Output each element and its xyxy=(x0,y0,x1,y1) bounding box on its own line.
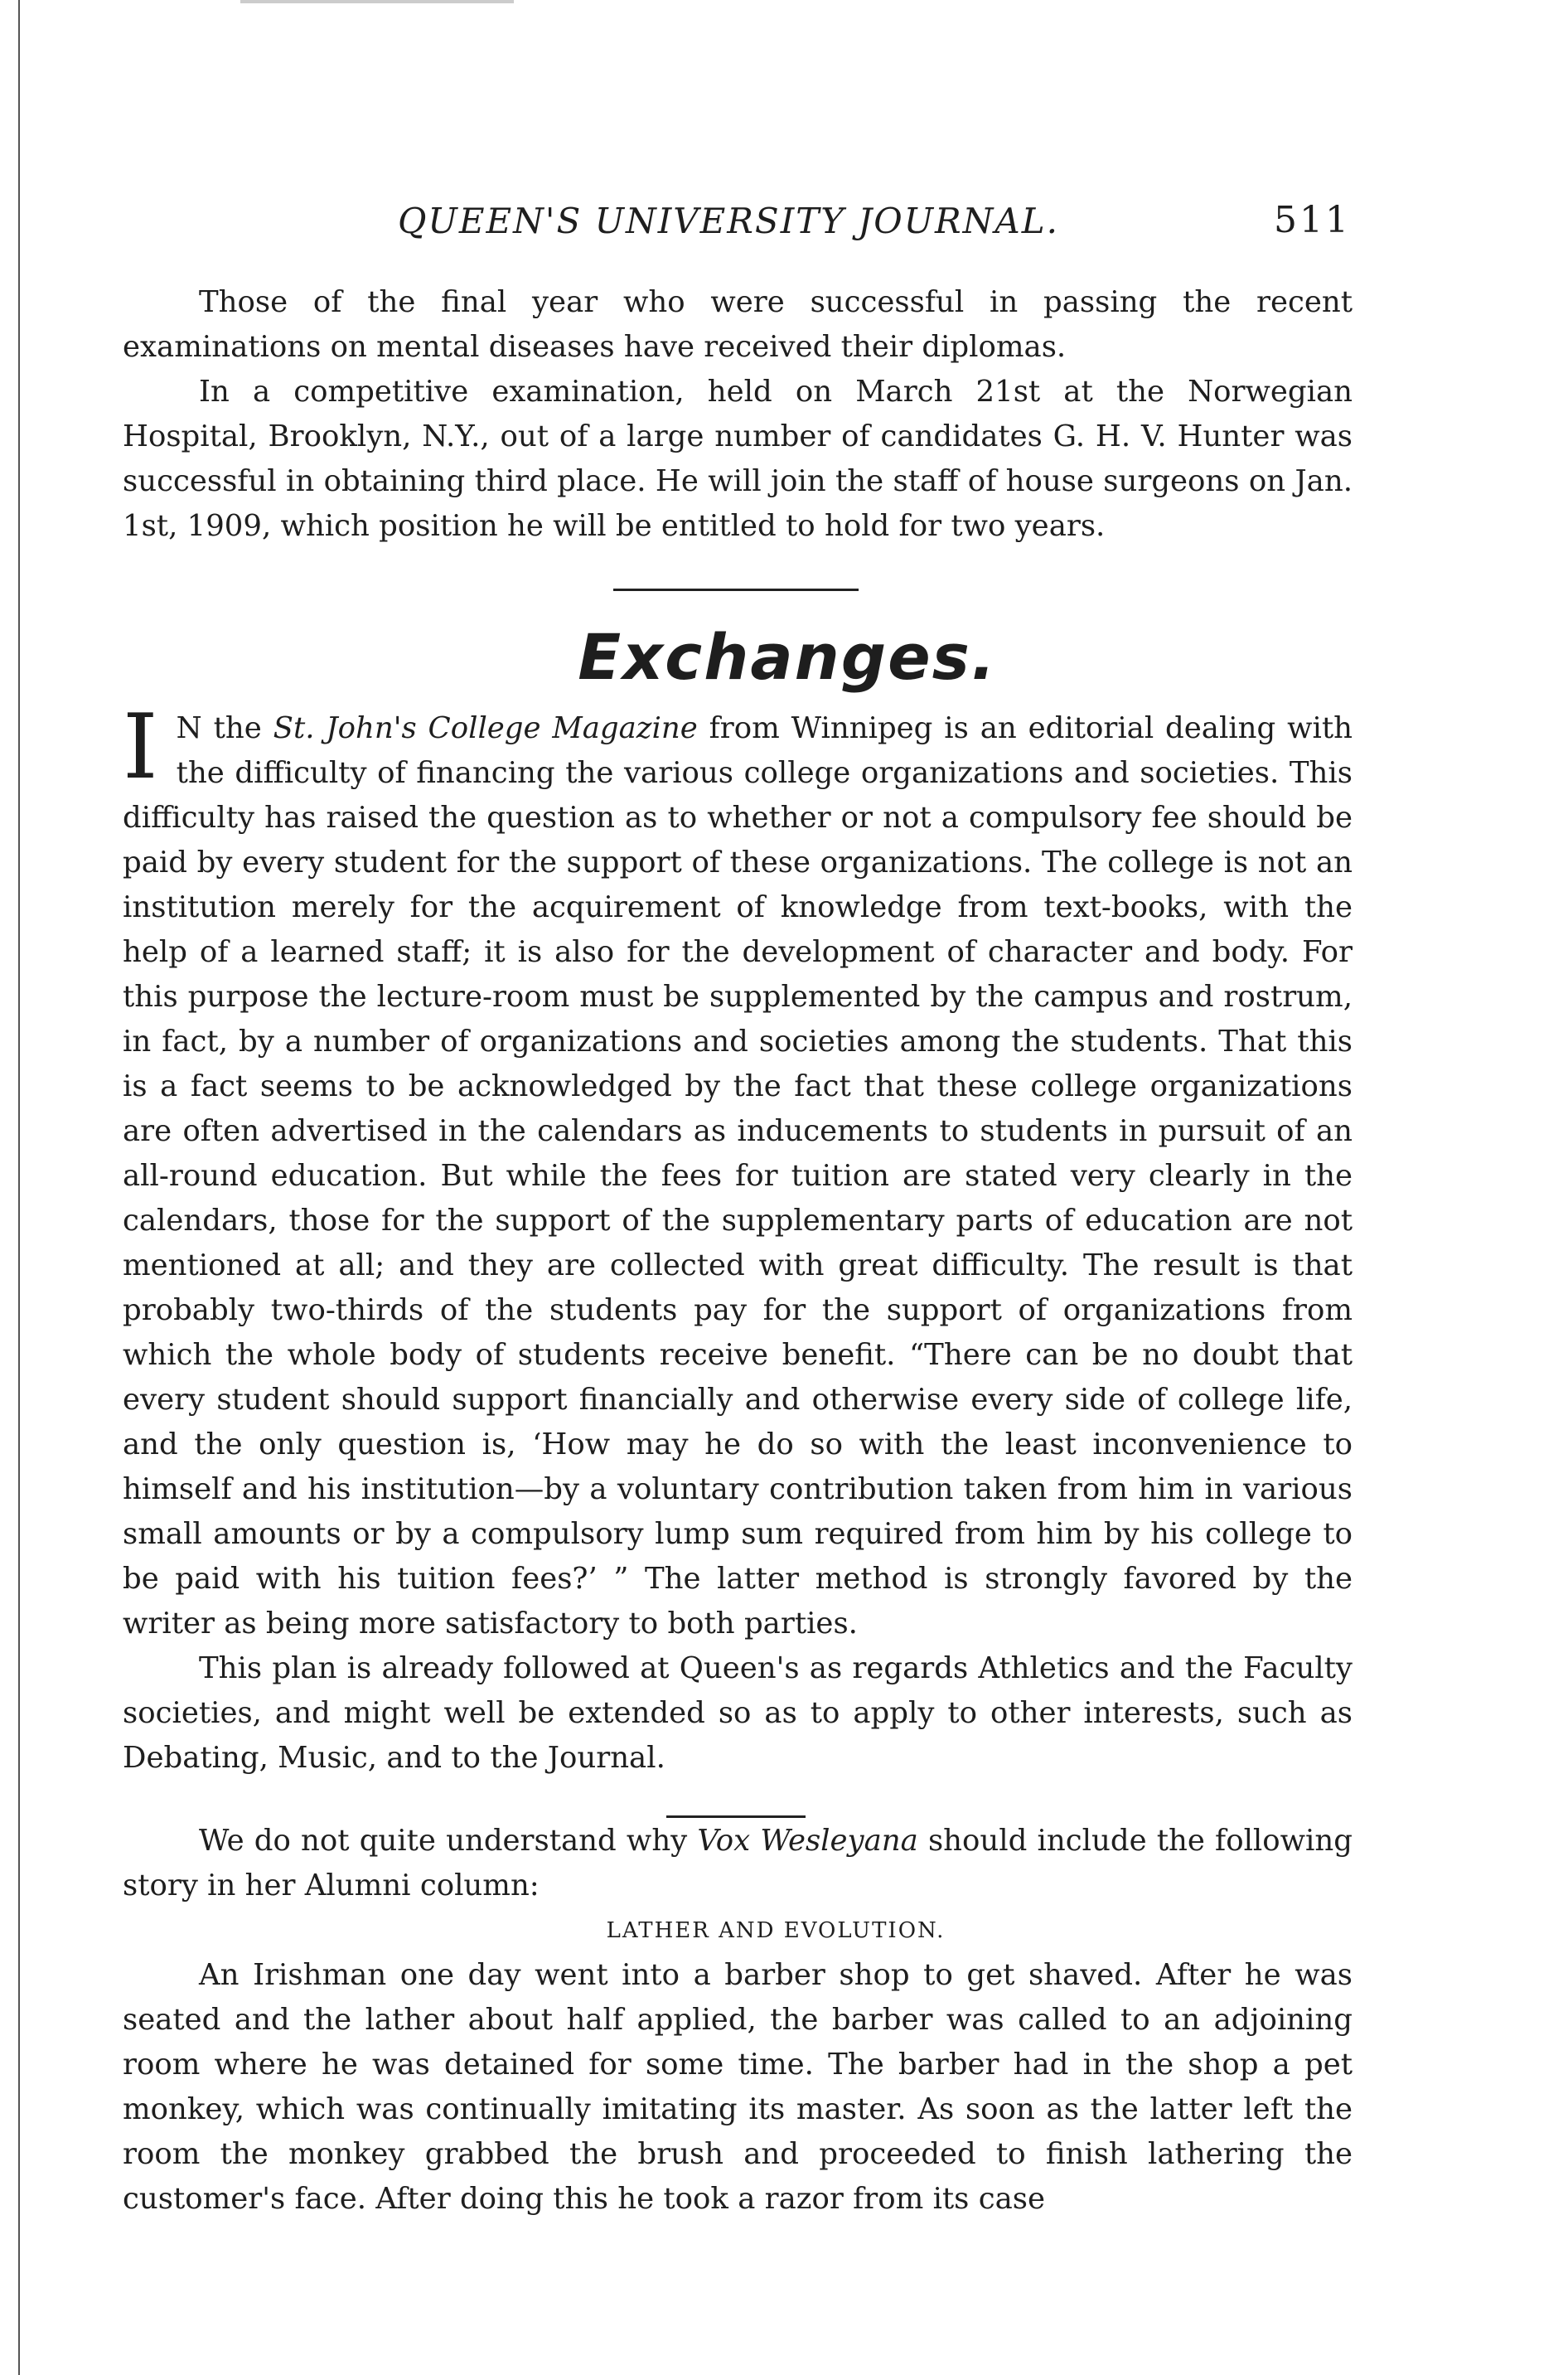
story-subheading: LATHER AND EVOLUTION. xyxy=(606,1918,946,1943)
running-title: QUEEN'S UNIVERSITY JOURNAL. xyxy=(398,201,1059,241)
paragraph-vox-intro xyxy=(123,1819,1353,1908)
paragraph-st-johns-lead: N the xyxy=(176,711,273,745)
top-edge-mark xyxy=(240,0,514,3)
vox-intro-lead: We do not quite understand why xyxy=(199,1824,698,1858)
binding-edge-line xyxy=(18,0,20,2375)
medical-notes-section xyxy=(123,280,1353,549)
page-header xyxy=(124,197,1351,247)
paragraph-story: An Irishman one day went into a barber shop to get shaved. After he was seated and the lather about half applied, the barber was called to an adjoining room where he was detained for some time. The barber had in the shop a pet monkey, which was continually imitating its master. As soon as the latter left the room the monkey grabbed the brush and proceeded to finish lathering the customer's face. After doing this he took a razor from its case xyxy=(123,1958,1353,2216)
vox-title: Vox Wesleyana xyxy=(697,1824,918,1858)
drop-cap-letter: I xyxy=(123,696,158,799)
exchanges-section xyxy=(123,696,1353,1781)
paragraph-hunter: In a competitive examination, held on March 21st at the Norwegian Hospital, Brooklyn, N.Y., out of a large number of candidates G. H. V. Hunter was successful in obtaining third place. He will join the staff of house surgeons on Jan. 1st, 1909, which position he will be entitled to hold for two years. xyxy=(123,375,1353,543)
magazine-title: St. John's College Magazine xyxy=(273,711,698,745)
section-divider xyxy=(613,589,859,591)
section-heading-exchanges: Exchanges. xyxy=(578,620,997,694)
paragraph-queens-plan: This plan is already followed at Queen's as regards Athletics and the Faculty societies, and might well be extended so as to apply to other interests, such as Debating, Music, and to the Journal. xyxy=(123,1651,1353,1775)
vox-intro-tail: should include the following story in her Alumni column: xyxy=(123,1824,1353,1902)
paragraph-st-johns-body: from Winnipeg is an editorial dealing with the difficulty of financing the various college organizations and societies. This difficulty has raised the question as to whether or not a compulsory fee should be paid by every student for the support of these organizations. The college is not an institution merely for the acquirement of knowledge from text-books, with the help of a learned staff; it is also for the development of character and body. For this purpose the lecture-room must be supplemented by the campus and rostrum, in fact, by a number of organizations and societies among the students. That this is a fact seems to be acknowledged by the fact that these college organizations are often advertised in the calendars as inducements to students in pursuit of an all-round education. But while the fees for tuition are stated very clearly in the calendars, those for the support of the supplementary parts of education are not mentioned at all; and they are collected with great difficulty. The result is that probably two-thirds of the students pay for the support of organizations from which the whole body of students receive benefit. “There can be no doubt that every student should support financially and otherwise every side of college life, and the only question is, ‘How may he do so with the least inconvenience to himself and his institution—by a voluntary contribution taken from him in various small amounts or by a compulsory lump sum required from him by his college to be paid with his tuition fees?’ ” The latter method is strongly favored by the writer as being more satisfactory to both parties. xyxy=(123,711,1353,1641)
vox-wesleyana-section xyxy=(123,1815,1353,2222)
paragraph-st-johns xyxy=(123,696,1353,1646)
paragraph-diplomas: Those of the final year who were successful in passing the recent examinations on mental diseases have received their diplomas. xyxy=(123,285,1353,364)
page-number: 511 xyxy=(1274,199,1351,241)
